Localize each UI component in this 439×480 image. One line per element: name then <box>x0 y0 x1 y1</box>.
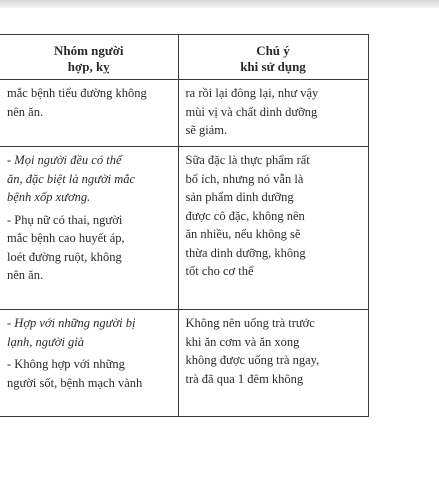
text-line: - Mọi người đều có thể <box>7 153 122 167</box>
text-line: mùi vị và chất dinh dưỡng <box>185 104 318 119</box>
text-line: khi ăn cơm và ăn xong <box>185 334 300 349</box>
text-line: không được uống trà ngay, <box>185 353 320 367</box>
group-cell <box>0 310 178 417</box>
text-line: Sữa đặc là thực phẩm rất <box>185 153 310 167</box>
text-line: ăn nhiều, nếu không sẽ <box>185 227 301 241</box>
text-line: mắc bệnh tiểu đường không <box>7 86 147 100</box>
group-cell <box>0 80 178 147</box>
table-row <box>0 80 368 147</box>
note-cell <box>178 310 368 417</box>
text-line: Không nên uống trà trước <box>185 316 315 330</box>
header-row <box>0 35 368 80</box>
header-note-cell <box>178 35 368 80</box>
text-line: người sốt, bệnh mạch vành <box>7 375 143 390</box>
text-line: bổ ích, nhưng nó vẫn là <box>185 171 304 186</box>
text-line: sản phẩm dinh dưỡng <box>185 190 294 204</box>
scan-top-edge <box>0 0 439 8</box>
header-note-line-2: khi sử dụng <box>240 59 306 74</box>
group-cell <box>0 147 178 310</box>
text-line: nên ăn. <box>7 268 44 282</box>
text-line: - Phụ nữ có thai, người <box>7 212 123 227</box>
text-line: - Không hợp với những <box>7 357 125 371</box>
text-line: mắc bệnh cao huyết áp, <box>7 231 125 245</box>
table-row <box>0 147 368 310</box>
note-cell <box>178 147 368 310</box>
header-group-cell <box>0 35 178 80</box>
table-row <box>0 310 368 417</box>
text-line: ăn, đặc biệt là người mắc <box>7 171 136 186</box>
text-line: ra rồi lại đông lại, như vậy <box>185 86 319 100</box>
text-line: loét đường ruột, không <box>7 249 122 264</box>
text-line: thừa dinh dưỡng, không <box>185 245 306 260</box>
text-line: được cô đặc, không nên <box>185 208 305 223</box>
text-line: trà đã qua 1 đêm không <box>185 371 304 386</box>
food-usage-table <box>0 34 369 417</box>
text-line: - Hợp với những người bị <box>7 316 136 330</box>
text-line: lạnh, người già <box>7 334 85 349</box>
header-group-line-2: hợp, kỵ <box>67 59 110 74</box>
header-group-line-1: Nhóm người <box>53 43 124 58</box>
text-line: nên ăn. <box>7 104 44 119</box>
text-line: bệnh xốp xương. <box>7 190 91 204</box>
header-note-line-1: Chú ý <box>256 43 290 58</box>
text-line: sẽ giảm. <box>185 123 228 137</box>
note-cell <box>178 80 368 147</box>
text-line: tốt cho cơ thể <box>185 264 254 278</box>
